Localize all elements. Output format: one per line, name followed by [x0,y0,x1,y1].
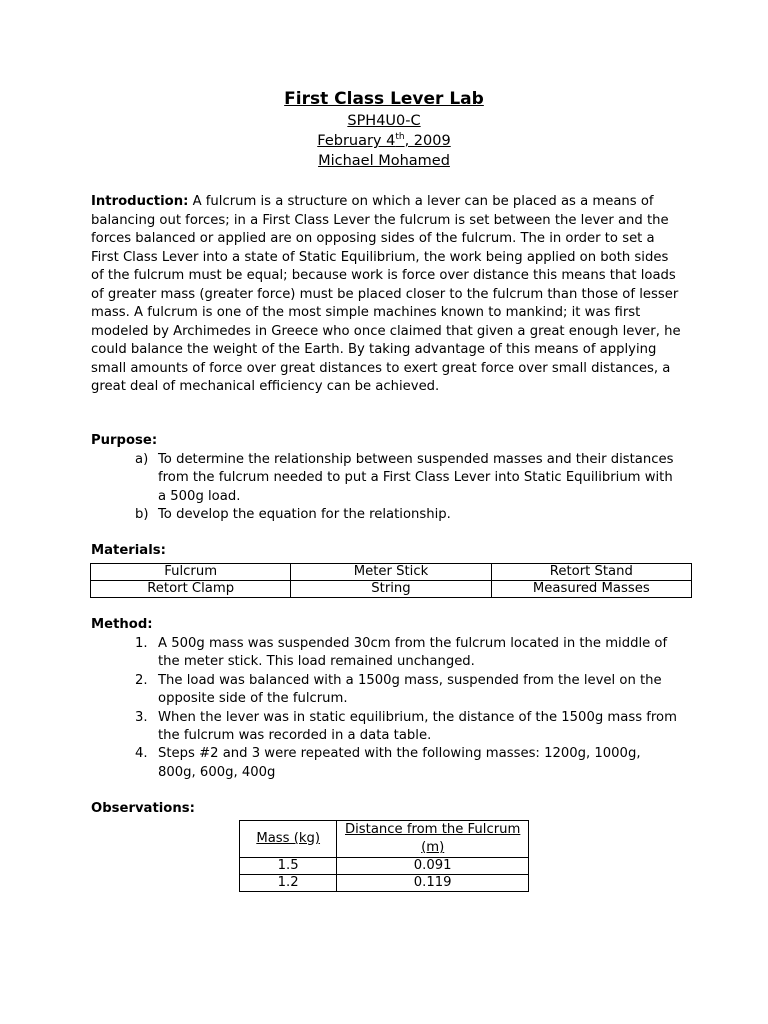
table-row [91,564,692,581]
table-row [240,875,529,892]
introduction-paragraph [91,193,681,397]
table-cell: Retort Clamp [91,581,291,598]
table-row [240,858,529,875]
introduction-label: Introduction: [91,194,189,209]
introduction-text: A fulcrum is a structure on which a lever can be placed as a means of balancing out forces; in a First Class Lever the fulcrum is set between the lever and the forces balanced or applied are on opposing sides of the fulcrum. The in order to set a First Class Lever into a state of Static Equilibrium, the work being applied on both sides of the fulcrum must be equal; because work is force over distance this means that loads of greater mass (greater force) must be placed closer to the fulcrum than those of lesser mass. A fulcrum is one of the most simple machines known to mankind; it was first modeled by Archimedes in Greece who once claimed that given a great enough lever, he could balance the weight of the Earth. By taking advantage of this means of applying small amounts of force over great distances to exert great force over small distances, a great deal of mechanical efficiency can be achieved. [91,194,681,394]
table-header-row [240,821,529,858]
table-cell: 0.091 [337,858,529,875]
list-item: a) To determine the relationship between suspended masses and their distances from the fulcrum needed to put a First Class Lever into Static Equilibrium with a 500g load. [135,452,674,504]
purpose-heading: Purpose: [91,433,158,448]
list-item: 3. When the lever was in static equilibrium, the distance of the 1500g mass from the fulcrum was recorded in a data table. [135,709,677,744]
table-cell: Meter Stick [291,564,491,581]
table-cell: 0.119 [337,875,529,892]
table-cell: Measured Masses [491,581,691,598]
list-item: 2. The load was balanced with a 1500g mass, suspended from the level on the opposite side of the fulcrum. [135,672,662,707]
list-item: 1. A 500g mass was suspended 30cm from the fulcrum located in the middle of the meter stick. This load remained unchanged. [135,636,668,670]
column-header-distance: Distance from the Fulcrum (m) [337,821,529,858]
document-date: February 4th, 2009 [317,132,451,149]
materials-table [90,563,692,598]
table-row [91,581,692,598]
list-item: b) To develop the equation for the relationship. [135,507,451,523]
materials-heading: Materials: [91,543,166,558]
table-cell: Retort Stand [491,564,691,581]
course-code: SPH4U0-C [347,113,421,129]
author-name: Michael Mohamed [318,153,450,169]
observations-heading: Observations: [91,801,195,816]
observations-table [239,820,529,892]
list-item: 4. Steps #2 and 3 were repeated with the following masses: 1200g, 1000g, 800g, 600g, 400g [135,746,641,780]
table-cell: Fulcrum [91,564,291,581]
purpose-list [135,451,680,525]
table-cell: 1.5 [240,858,337,875]
document-title: First Class Lever Lab [284,89,484,109]
column-header-mass: Mass (kg) [240,821,337,858]
method-list [135,635,680,782]
table-cell: String [291,581,491,598]
method-heading: Method: [91,617,153,632]
table-cell: 1.2 [240,875,337,892]
